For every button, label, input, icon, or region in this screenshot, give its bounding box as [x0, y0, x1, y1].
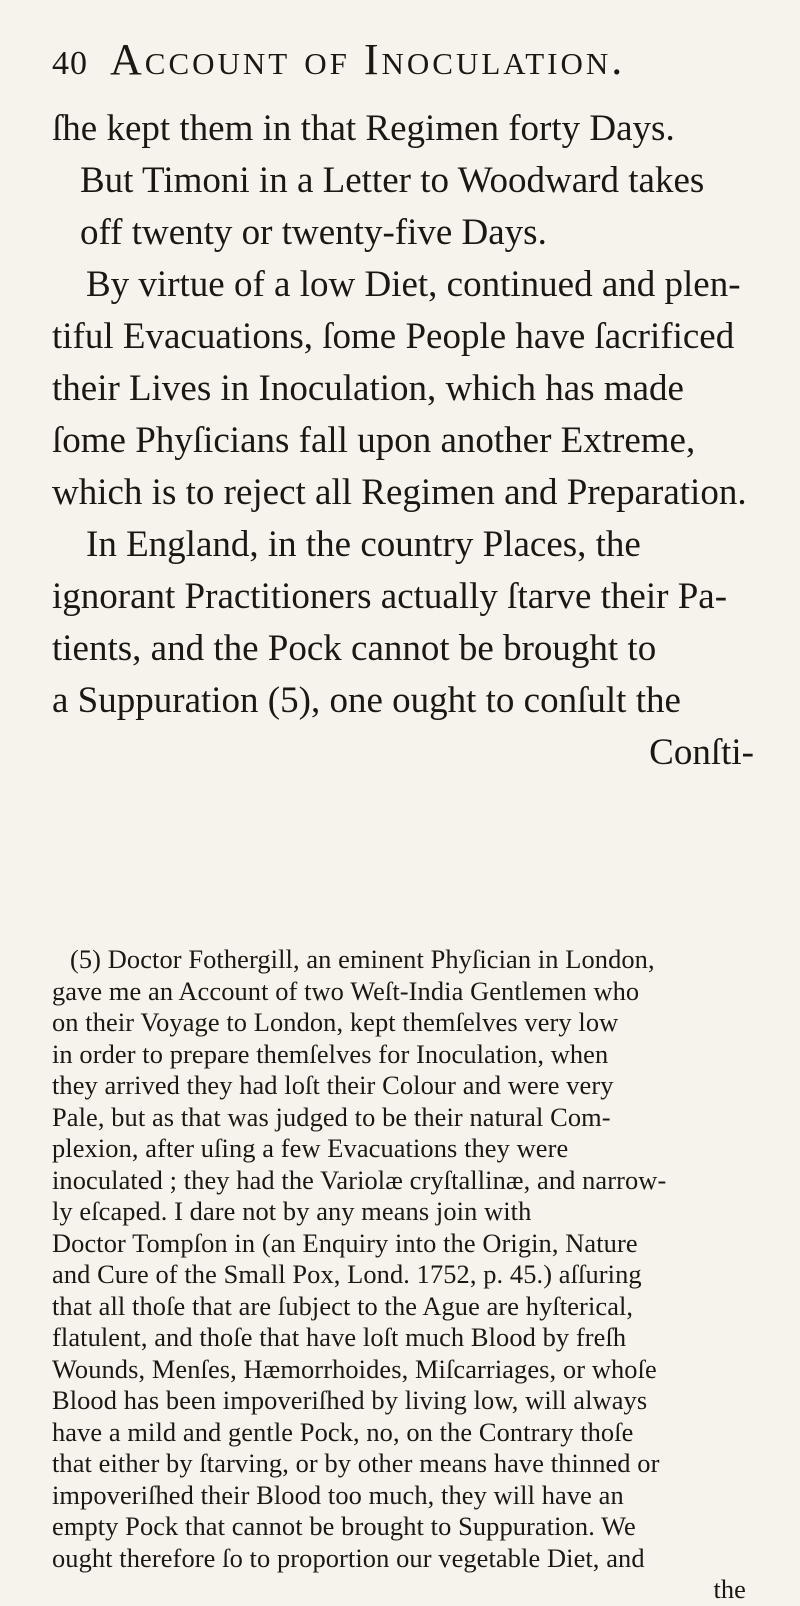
footnote-line: impoveriſhed their Blood too much, they will have an	[52, 1479, 624, 1510]
text-line: ſome Phyſicians fall upon another Extreme,	[52, 420, 696, 461]
main-text	[52, 103, 758, 779]
footnote-line: flatulent, and thoſe that have loſt much Blood by freſh	[52, 1322, 627, 1352]
footnote-line: (5) Doctor Fothergill, an eminent Phyſician in London,	[70, 944, 655, 974]
text-line: tiful Evacuations, ſome People have ſacrificed	[52, 316, 735, 357]
text-line: which is to reject all Regimen and Preparation.	[52, 472, 747, 513]
footnote-line: inoculated ; they had the Variolæ cryſtallinæ, and narrow-	[52, 1164, 667, 1195]
text-line: off twenty or twenty-five Days.	[80, 212, 547, 253]
footnote-line: Wounds, Menſes, Hæmorrhoides, Miſcarriages, or whoſe	[52, 1353, 657, 1384]
text-line: But Timoni in a Letter to Woodward takes	[80, 160, 705, 201]
text-line: their Lives in Inoculation, which has made	[52, 368, 684, 409]
footnote-line: in order to prepare themſelves for Inoculation, when	[52, 1038, 609, 1069]
footnote-line: empty Pock that cannot be brought to Suppuration. We	[52, 1511, 636, 1541]
footnote-line: ly eſcaped. I dare not by any means join with	[52, 1196, 532, 1226]
text-line: ignorant Practitioners actually ſtarve their Pa-	[52, 576, 728, 617]
text-line: By virtue of a low Diet, continued and plen-	[86, 264, 741, 305]
text-line: ſhe kept them in that Regimen forty Days.	[52, 108, 675, 149]
text-line: tients, and the Pock cannot be brought to	[52, 628, 657, 669]
text-line: a Suppuration (5), one ought to conſult the	[52, 680, 681, 721]
running-title: Account of Inoculation.	[110, 35, 626, 84]
footnote	[52, 944, 764, 1606]
text-line: In England, in the country Places, the	[86, 524, 641, 565]
footnote-line: that all thoſe that are ſubject to the Ague are hyſterical,	[52, 1290, 634, 1321]
catchword: Conſti-	[649, 732, 754, 773]
footnote-line: that either by ſtarving, or by other means have thinned or	[52, 1448, 660, 1478]
footnote-line: Pale, but as that was judged to be their natural Com-	[52, 1101, 611, 1132]
footnote-line: on their Voyage to London, kept themſelves very low	[52, 1007, 619, 1037]
footnote-line: gave me an Account of two Weſt-India Gentlemen who	[52, 975, 640, 1006]
footnote-line: Doctor Tompſon in (an Enquiry into the Origin, Nature	[52, 1227, 638, 1258]
footnote-line: ought therefore ſo to proportion our vegetable Diet, and	[52, 1542, 645, 1573]
footnote-line: have a mild and gentle Pock, no, on the Contrary thoſe	[52, 1416, 634, 1447]
footnote-line: Blood has been impoveriſhed by living low, will always	[52, 1385, 648, 1415]
page-header	[52, 34, 772, 94]
footnote-line: they arrived they had loſt their Colour and were very	[52, 1070, 614, 1100]
page-number: 40	[52, 45, 88, 82]
footnote-line: plexion, after uſing a few Evacuations they were	[52, 1133, 569, 1163]
footnote-line: and Cure of the Small Pox, Lond. 1752, p. 45.) aſſuring	[52, 1259, 642, 1289]
footnote-catchword: the	[713, 1574, 746, 1604]
